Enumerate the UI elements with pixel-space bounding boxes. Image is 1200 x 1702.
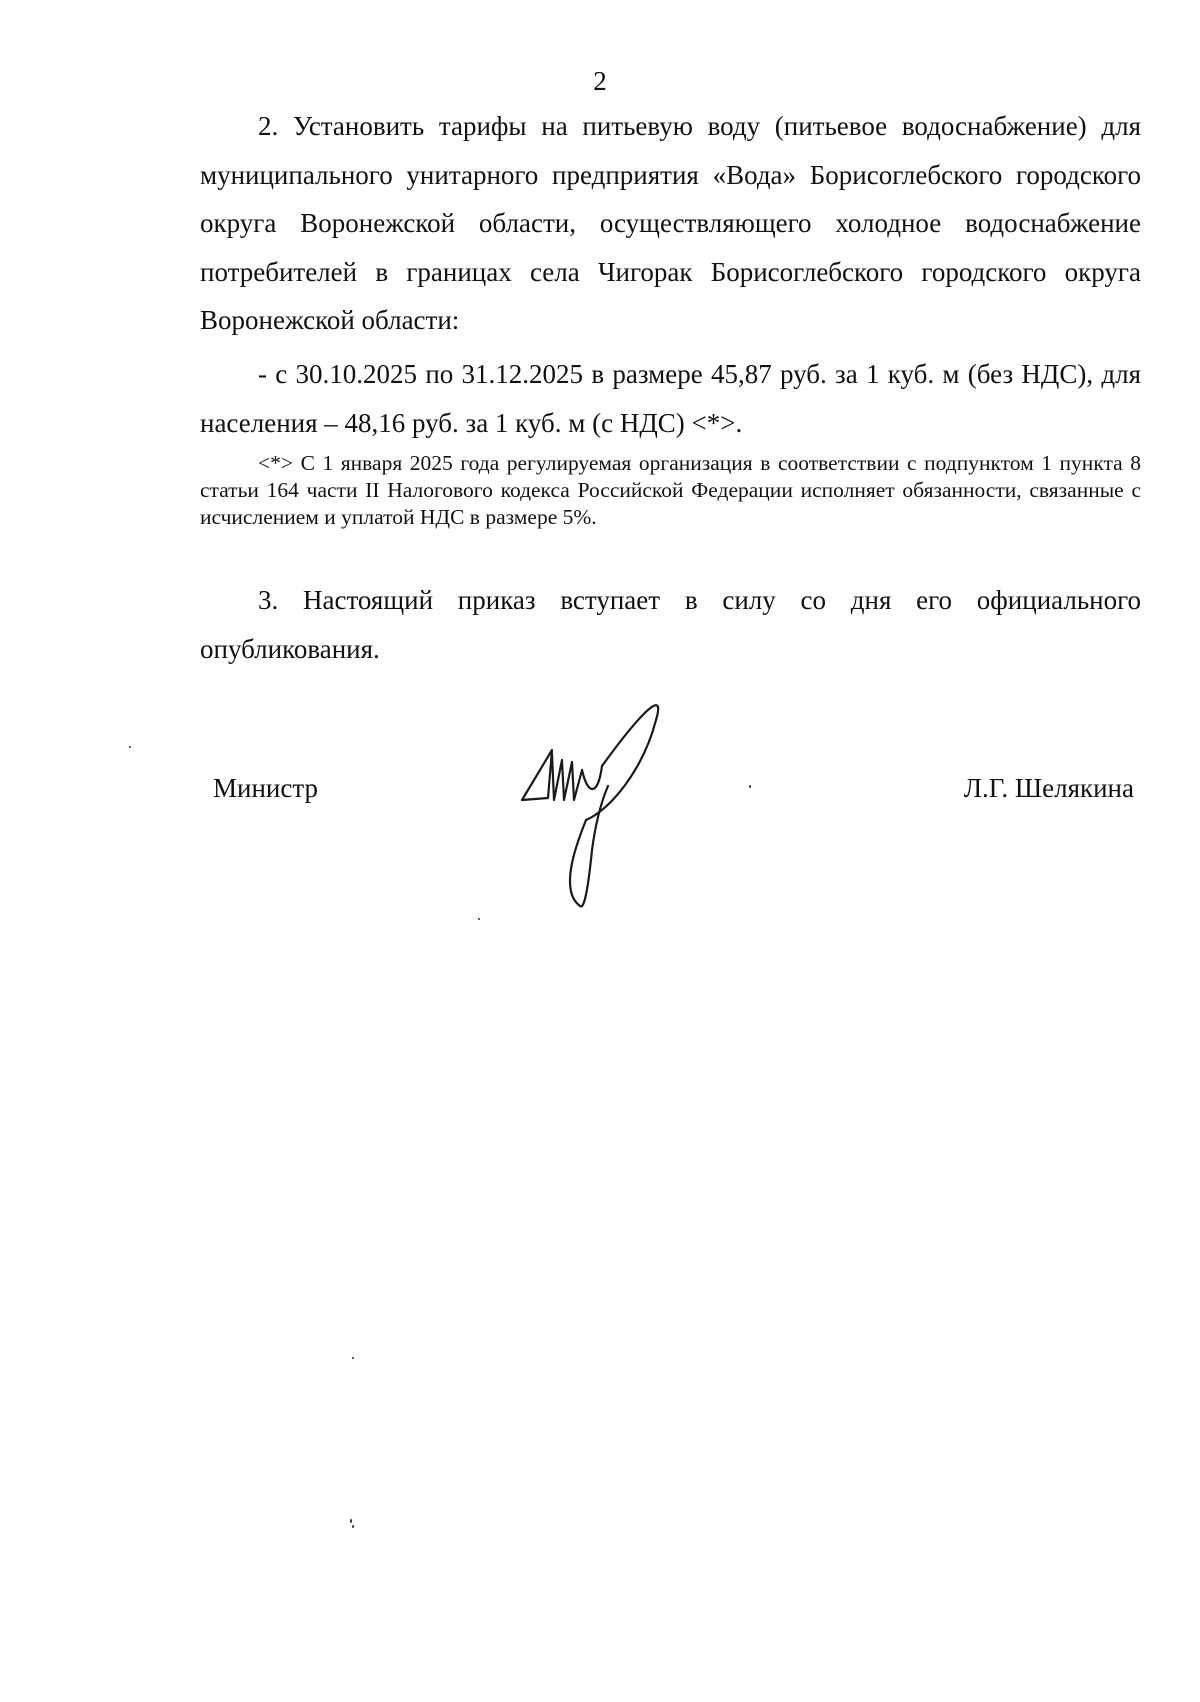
handwritten-signature-icon bbox=[518, 700, 688, 910]
footnote-block bbox=[200, 450, 1141, 531]
tariff-text: - с 30.10.2025 по 31.12.2025 в размере 45,87 руб. за 1 куб. м (без НДС), для населения – 48,16 руб. за 1 куб. м (с НДС) <*>. bbox=[200, 359, 1141, 438]
item-3-paragraph-block bbox=[200, 576, 1141, 673]
tariff-paragraph-block bbox=[200, 350, 1141, 447]
minister-name: Л.Г. Шелякина bbox=[963, 773, 1134, 803]
item-2-text: 2. Установить тарифы на питьевую воду (питьевое водоснабжение) для муниципального унитарного предприятия «Вода» Борисоглебского городского округа Воронежской области, осуществляющего холодное водоснабжение потребителей в границах села Чигорак Борисоглебского городского округа Воронежской области: bbox=[200, 111, 1141, 335]
footnote-text: <*> С 1 января 2025 года регулируемая организация в соответствии с подпунктом 1 пункта 8 статьи 164 части II Налогового кодекса Российской Федерации исполняет обязанности, связанные с исчислением и уплатой НДС в размере 5%. bbox=[200, 451, 1141, 529]
minister-position-label: Министр bbox=[213, 773, 318, 803]
scan-speck bbox=[129, 746, 131, 748]
page-number: 2 bbox=[593, 66, 607, 96]
scan-speck bbox=[350, 1519, 352, 1523]
scan-speck bbox=[478, 918, 480, 920]
scan-speck bbox=[352, 1525, 354, 1528]
item-3-text: 3. Настоящий приказ вступает в силу со дня его официального опубликования. bbox=[200, 585, 1141, 664]
scan-speck bbox=[352, 1357, 354, 1359]
scan-speck bbox=[749, 785, 751, 788]
item-2-paragraph-block bbox=[200, 102, 1141, 345]
